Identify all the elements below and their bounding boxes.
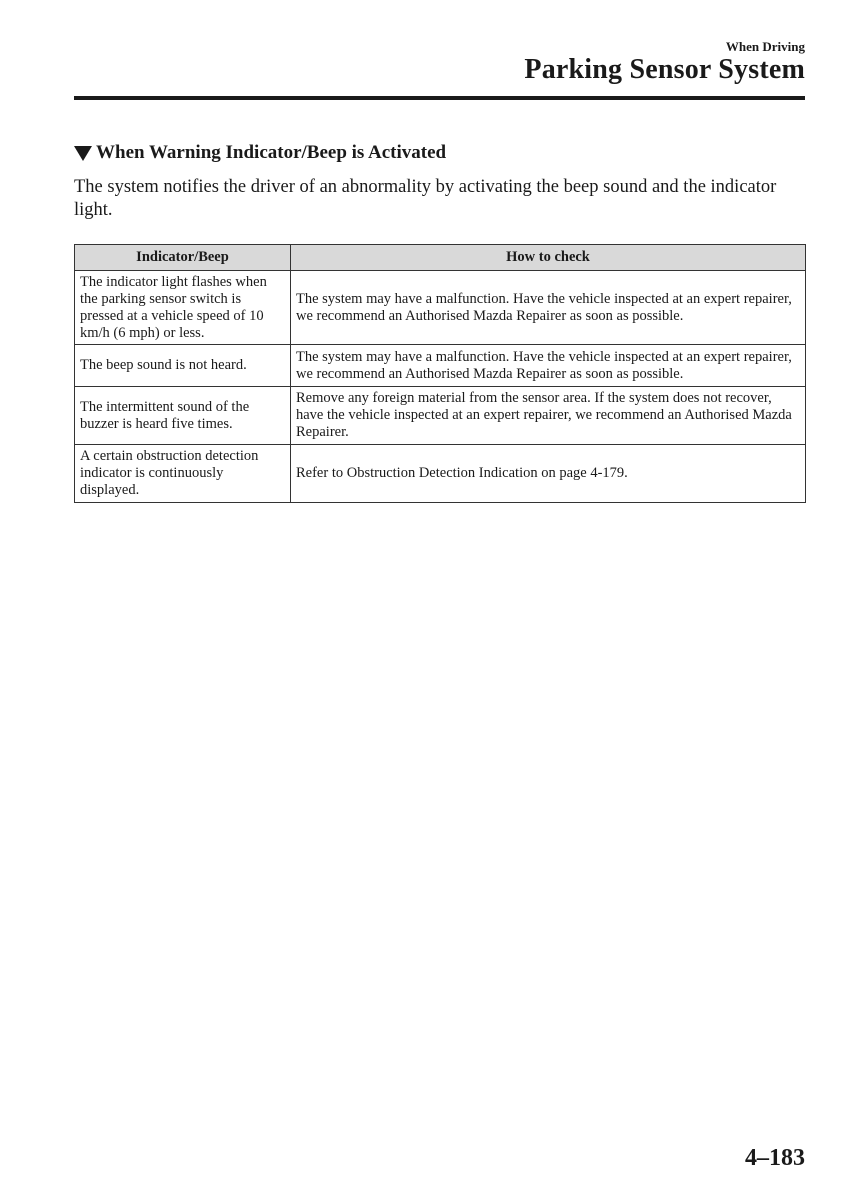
section-heading (74, 142, 446, 164)
intro-paragraph: The system notifies the driver of an abnormality by activating the beep sound and the indicator light. (74, 177, 777, 220)
table-row (75, 271, 806, 345)
page-title: Parking Sensor System (524, 54, 805, 85)
header-rule (74, 96, 805, 100)
indicator-table (74, 244, 806, 503)
table-row (75, 387, 806, 445)
how-to-check-cell: The system may have a malfunction. Have the vehicle inspected at an expert repairer, we recommend an Authorised Mazda Repairer as soon as possible. (291, 271, 806, 345)
section-heading-text: When Warning Indicator/Beep is Activated (96, 142, 447, 163)
indicator-cell: The intermittent sound of the buzzer is heard five times. (75, 387, 291, 445)
table-row (75, 445, 806, 503)
page-number: 4–183 (745, 1145, 805, 1171)
column-header-indicator: Indicator/Beep (75, 245, 291, 271)
indicator-cell: The indicator light flashes when the parking sensor switch is pressed at a vehicle speed of 10 km/h (6 mph) or less. (75, 271, 291, 345)
column-header-how-to-check: How to check (291, 245, 806, 271)
triangle-down-icon (74, 146, 92, 161)
table-row (75, 345, 806, 387)
how-to-check-cell: The system may have a malfunction. Have the vehicle inspected at an expert repairer, we recommend an Authorised Mazda Repairer as soon as possible. (291, 345, 806, 387)
how-to-check-cell: Remove any foreign material from the sensor area. If the system does not recover, have the vehicle inspected at an expert repairer, we recommend an Authorised Mazda Repairer. (291, 387, 806, 445)
table-header-row (75, 245, 806, 271)
how-to-check-cell: Refer to Obstruction Detection Indication on page 4-179. (291, 445, 806, 503)
indicator-cell: The beep sound is not heard. (75, 345, 291, 387)
chapter-label: When Driving (725, 39, 805, 54)
indicator-cell: A certain obstruction detection indicator is continuously displayed. (75, 445, 291, 503)
